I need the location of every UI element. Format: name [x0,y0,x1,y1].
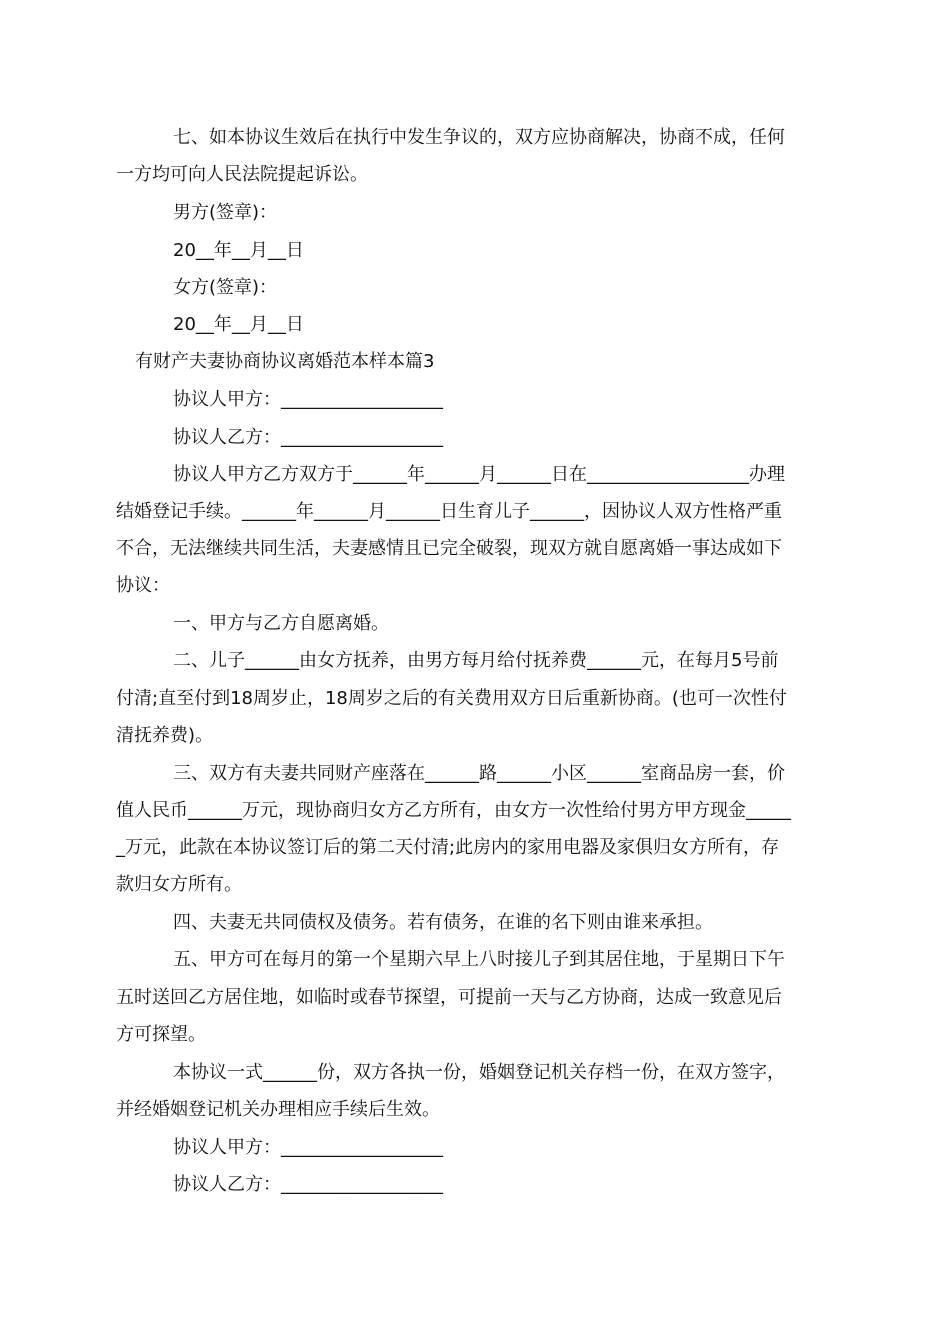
clause-1: 一、甲方与乙方自愿离婚。 [173,613,389,634]
male-signature-date: 20__年__月__日 [173,240,304,261]
party-b-line: 协议人乙方：__________________ [173,427,443,448]
clause-5-line-1: 五、甲方可在每月的第一个星期六早上八时接儿子到其居住地，于星期日下午 [173,949,785,970]
copies-line-1: 本协议一式______份，双方各执一份，婚姻登记机关存档一份，在双方签字， [173,1062,785,1083]
clause-2-line-1: 二、儿子______由女方抚养，由男方每月给付抚养费______元，在每月5号前 [173,650,779,671]
clause-4: 四、夫妻无共同债权及债务。若有债务，在谁的名下则由谁来承担。 [173,912,713,933]
clause-3-line-4: 款归女方所有。 [116,874,242,895]
female-signature-label: 女方(签章)： [173,277,278,298]
section-title: 有财产夫妻协商协议离婚范本样本篇3 [135,351,435,372]
clause-5-line-3: 方可探望。 [116,1024,206,1045]
clause-3-line-1: 三、双方有夫妻共同财产座落在______路______小区______室商品房一套，价 [173,763,785,784]
female-signature-date: 20__年__月__日 [173,314,304,335]
clause-2-line-2: 付清;直至付到18周岁止，18周岁之后的有关费用双方日后重新协商。(也可一次性付 [116,688,787,709]
clause-5-line-2: 五时送回乙方居住地，如临时或春节探望，可提前一天与乙方协商，达成一致意见后 [116,987,782,1008]
intro-line-2: 结婚登记手续。______年______月______日生育儿子______，因协议人双方性格严重 [116,501,782,522]
clause-7-line-2: 一方均可向人民法院提起诉讼。 [116,164,368,185]
intro-line-1: 协议人甲方乙方双方于______年______月______日在__________________办理 [173,464,785,485]
party-a-signature: 协议人甲方：__________________ [173,1137,443,1158]
clause-3-line-2: 值人民币______万元，现协商归女方乙方所有，由女方一次性给付男方甲方现金_____ [116,800,791,821]
clause-7-line-1: 七、如本协议生效后在执行中发生争议的，双方应协商解决，协商不成，任何 [173,127,785,148]
party-b-signature: 协议人乙方：__________________ [173,1174,443,1195]
copies-line-2: 并经婚姻登记机关办理相应手续后生效。 [116,1099,440,1120]
clause-3-line-3: _万元，此款在本协议签订后的第二天付清;此房内的家用电器及家俱归女方所有，存 [116,837,780,858]
male-signature-label: 男方(签章)： [173,202,278,223]
intro-line-3: 不合，无法继续共同生活，夫妻感情且已完全破裂，现双方就自愿离婚一事达成如下 [116,538,782,559]
party-a-line: 协议人甲方：__________________ [173,389,443,410]
clause-2-line-3: 清抚养费)。 [116,725,214,746]
intro-line-4: 协议： [116,575,170,596]
